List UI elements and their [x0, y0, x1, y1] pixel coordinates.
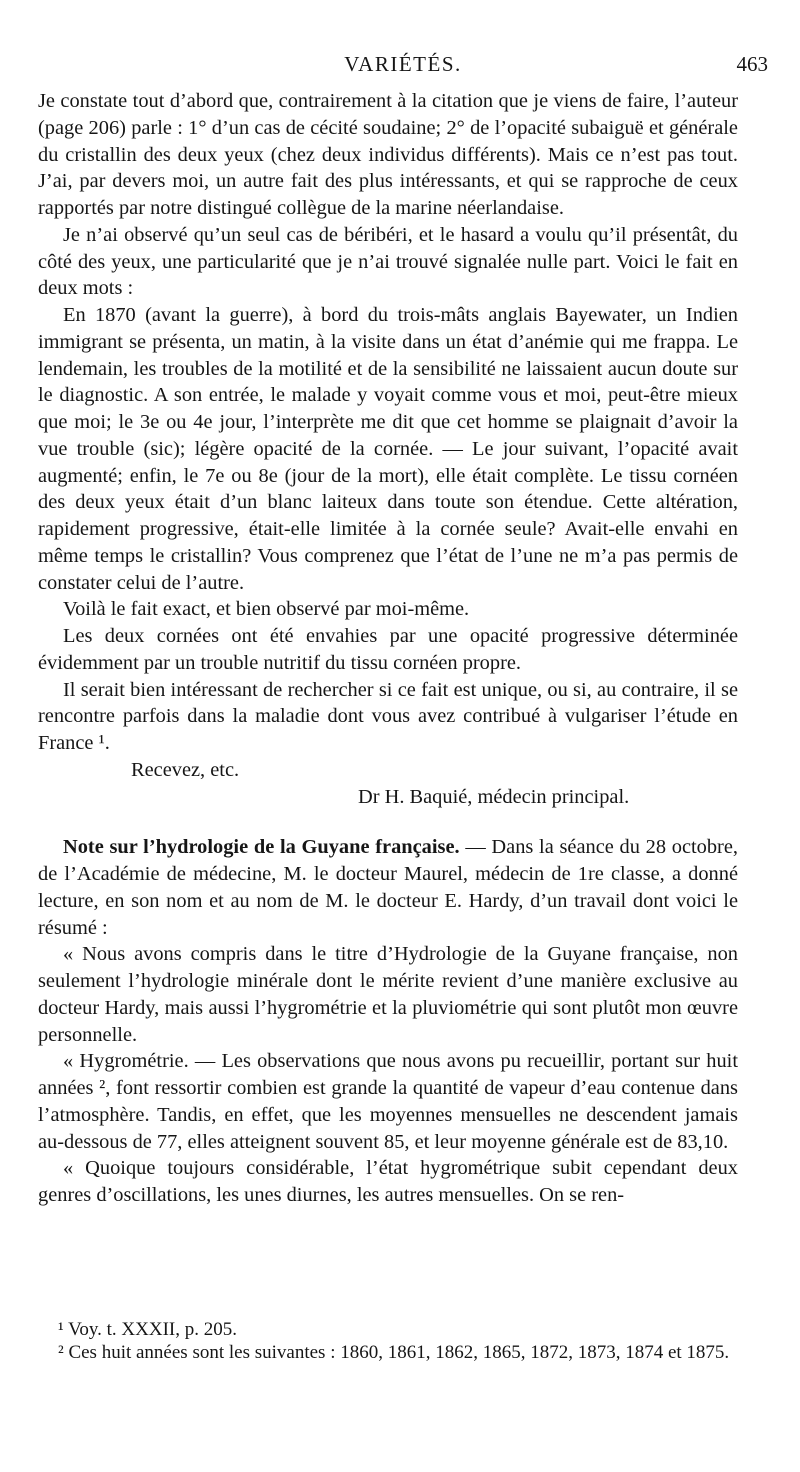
body-text	[38, 88, 738, 1209]
paragraph-3: En 1870 (avant la guerre), à bord du trois-mâts anglais Bayewater, un Indien immigrant se présenta, un matin, à la visite dans un état d’anémie qui me frappa. Le lendemain, les troubles de la motilité et de la sensibilité ne laissaient aucun doute sur le diagnostic. A son entrée, le malade y voyait comme vous et moi, peut-être mieux que moi; le 3e ou 4e jour, l’interprète me dit que cet homme se plaignait d’avoir la vue trouble (sic); légère opacité de la cornée. — Le jour suivant, l’opacité avait augmenté; enfin, le 7e ou 8e (jour de la mort), elle était complète. Le tissu cornéen des deux yeux était d’un blanc laiteux dans toute son étendue. Cette altération, rapidement progressive, était-elle limitée à la cornée seule? Avait-elle envahi en même temps le cristallin? Vous comprenez que l’état de l’une ne m’a pas permis de constater celui de l’autre.	[38, 304, 738, 594]
signature: Dr H. Baquié, médecin principal.	[358, 785, 630, 808]
note-intro: — Dans la séance du 28 octobre, de l’Académie de médecine, M. le docteur Maurel, médecin de 1re classe, a donné lecture, en son nom et au nom de M. le docteur E. Hardy, d’un travail dont voici le résumé :	[38, 836, 738, 939]
paragraph-1: Je constate tout d’abord que, contrairement à la citation que je viens de faire, l’auteur (page 206) parle : 1° d’un cas de cécité soudaine; 2° de l’opacité subaiguë et générale du cristallin des deux yeux (chez deux individus différents). Mais ce n’est pas tout. J’ai, par devers moi, un autre fait des plus intéressants, et qui se rapproche de ceux rapportés par notre distingué collègue de la marine néerlandaise.	[38, 90, 738, 219]
running-head: VARIÉTÉS.	[344, 52, 462, 76]
note-intro-paragraph	[38, 834, 738, 941]
note-paragraph-1: « Nous avons compris dans le titre d’Hydrologie de la Guyane française, non seulement l’hydrologie minérale dont le mérite revient d’une manière exclusive au docteur Hardy, mais aussi l’hygrométrie et la pluviométrie qui sont plutôt mon œuvre personnelle.	[38, 943, 738, 1046]
paragraph-5: Les deux cornées ont été envahies par une opacité progressive déterminée évidemment par un trouble nutritif du tissu cornéen propre.	[38, 625, 738, 674]
footnote-1: ¹ Voy. t. XXXII, p. 205.	[58, 1319, 237, 1340]
section-gap	[38, 810, 738, 834]
note-paragraph-2: « Hygrométrie. — Les observations que nous avons pu recueillir, portant sur huit années ², font ressortir combien est grande la quantité de vapeur d’eau contenue dans l’atmosphère. Tandis, en effet, que les moyennes mensuelles ne descendent jamais au-dessous de 77, elles atteignent souvent 85, et leur moyenne générale est de 83,10.	[38, 1050, 738, 1153]
paragraph-2: Je n’ai observé qu’un seul cas de béribéri, et le hasard a voulu qu’il présentât, du côté des yeux, une particularité que je n’ai trouvé signalée nulle part. Voici le fait en deux mots :	[38, 223, 738, 300]
footnote-2: ² Ces huit années sont les suivantes : 1860, 1861, 1862, 1865, 1872, 1873, 1874 et 1875.	[58, 1342, 730, 1363]
closing-formula: Recevez, etc.	[131, 758, 240, 781]
page-header	[38, 52, 768, 82]
note-title: Note sur l’hydrologie de la Guyane française.	[63, 836, 460, 859]
note-paragraph-3: « Quoique toujours considérable, l’état hygrométrique subit cependant deux genres d’oscillations, les unes diurnes, les autres mensuelles. On se ren-	[38, 1157, 738, 1206]
footnotes	[38, 1318, 738, 1364]
page-number: 463	[736, 52, 768, 76]
paragraph-6: Il serait bien intéressant de rechercher si ce fait est unique, ou si, au contraire, il se rencontre parfois dans la maladie dont vous avez contribué à vulgariser l’étude en France ¹.	[38, 678, 738, 754]
paragraph-4: Voilà le fait exact, et bien observé par moi-même.	[63, 598, 470, 621]
